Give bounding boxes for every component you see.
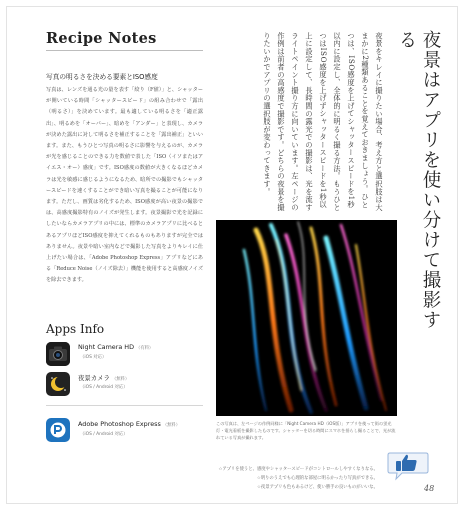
app-item-yakei-camera[interactable] xyxy=(46,372,203,406)
apps-divider xyxy=(46,405,203,406)
note-line: ☆明りのうえでも心理的な部屋に明るかったり写真ができる。 xyxy=(256,476,378,481)
night-camera-icon xyxy=(46,342,70,366)
body-paragraph: 写真は、レンズを通る光の量を表す「絞り（F値）」と、シャッターが開いている時間「シャッタースピード」の組み合わせで「露出（明るさ）」を決めています。最も適している明るさを「適正露出」、明るめを「オーバー」、暗めを「アンダー」と表現し、カメラが決めた露出に対して明るさを補正することを「露出補正」といいます。また、もうひとつ写真の明るさに影響を与えるのが、カメラが光を感じることのできる力を数値で表した「ISO（イソまたはアイエス・オー）感度」です。ISO感度の数値が大きくなるほどカメラは光を敏感に感じるようになるため、暗所での撮影でもシャッタースピードを速くすることができ暗い写真を撮ることが可能になります。ただし、画質は劣化するため、ISO感度が高い夜景の撮影では、高感度撮影特有のノイズが発生します。夜景撮影で光を記録にしたいならカメラアプリの中には、標準のカメラアプリに比べるとあるアプリほどISO感度を抑えてくれるものもありますが完全ではありません。夜景や暗い室内などで撮影した写真をよりキレイに仕上げたい場合は、「Adobe Photoshop Express」アプリなどにある「Reduce Noise（ノイズ除去）」機能を使用すると高感度ノイズを除去できます。 xyxy=(46,87,203,284)
app-item-photoshop-express[interactable] xyxy=(46,418,203,452)
page-number: 48 xyxy=(424,484,435,493)
subheading: 写真の明るさを決める要素とISO感度 xyxy=(46,73,158,81)
apps-heading: Apps Info xyxy=(46,322,105,336)
section-title: Recipe Notes xyxy=(46,30,157,47)
note-line: ☆夜景アプリも色もあるけど、使い勝手の良いものがいいな。 xyxy=(256,485,378,490)
app-name: Night Camera HD （有料） xyxy=(78,343,154,351)
photo-caption: この写真は、左ページの作例同様に「Night Camera HD（iOS版）」アプリを使って街の蛍光灯・電光看板を撮影したものです。シャッターを切る時間にスマホを揺らし撮ることで、光が流れている写真が撮れます。 xyxy=(216,421,396,440)
recipe-notes-section xyxy=(46,30,203,287)
title-divider xyxy=(46,50,203,51)
app-item-night-camera-hd[interactable] xyxy=(46,342,203,376)
app-os: （iOS / Android 対応） xyxy=(80,432,128,437)
app-os: （iOS / Android 対応） xyxy=(80,385,128,390)
light-streak-photo xyxy=(216,220,397,416)
night-view-camera-icon xyxy=(46,372,70,396)
vertical-title: 夜景はアプリを使い分けて撮影する xyxy=(396,30,441,330)
app-os: （iOS 対応） xyxy=(80,355,107,360)
footer-notes xyxy=(198,465,378,492)
app-name: 夜景カメラ （無料） xyxy=(78,374,130,382)
note-line: ☆アプリを使うと、感度やシャッタースピードがコントロールしやすくなりなる。 xyxy=(218,467,378,472)
thumbs-up-icon xyxy=(386,449,430,481)
photoshop-express-icon xyxy=(46,418,70,442)
vertical-body: 夜景をキレイに撮りたい場合、考え方と選択肢は大まかに2種類あることを覚えておきましょう。ひとつは、ISO感度を上げてシャッタースピードを1秒以内に設定し、全体的に明るく撮る方法。もうひとつはISO感度を上げずシャッタースピードを1秒以上に設定して、長時間の露光での撮影は、光を流すライトペイント撮り方に向いています。左ページの作例は前者の高感度で撮影です。どちらの夜景を撮りたいかでアプリの選択肢が変わってきます。 xyxy=(263,32,384,212)
app-name: Adobe Photoshop Express （無料） xyxy=(78,420,180,428)
